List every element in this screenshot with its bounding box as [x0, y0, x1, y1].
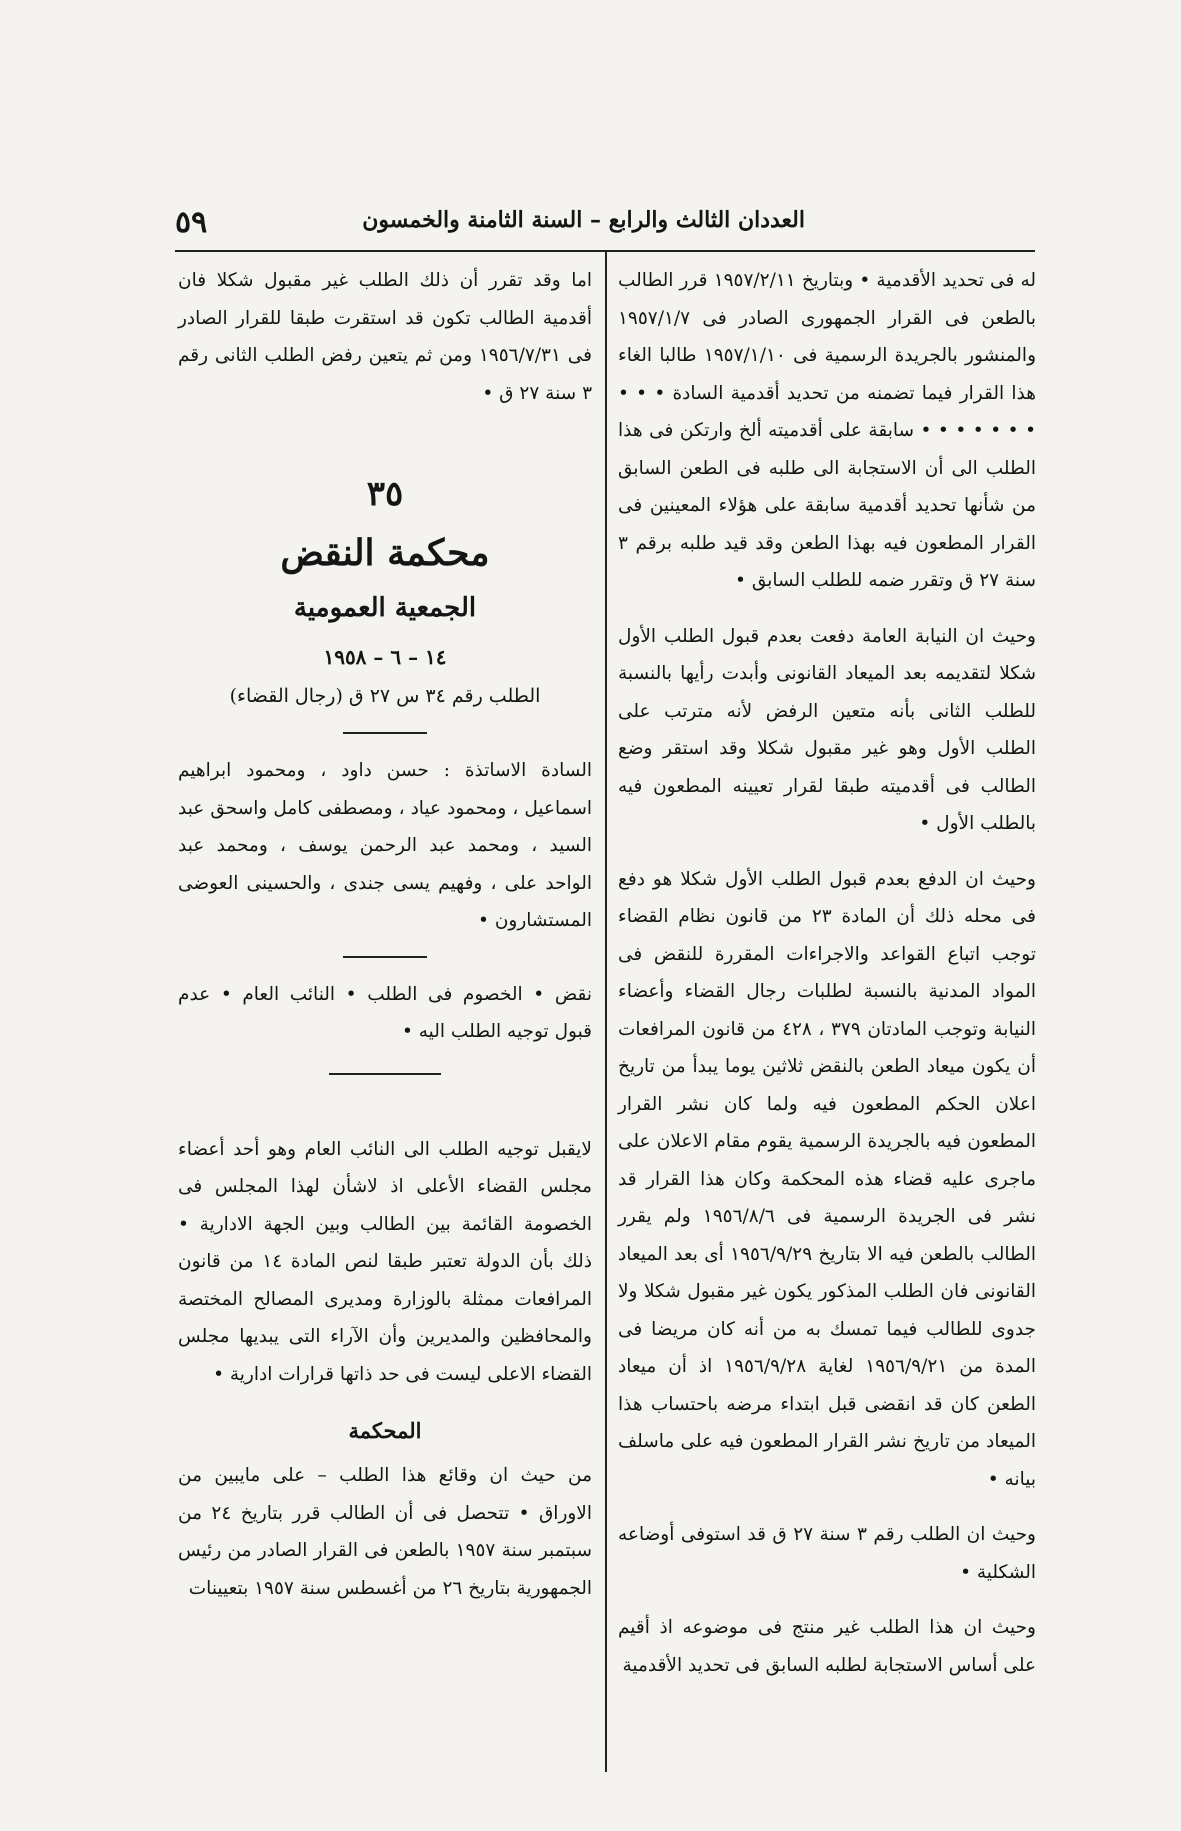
running-title: العددان الثالث والرابع – السنة الثامنة والخمسون [362, 207, 805, 233]
headnote-paragraph: نقض • الخصوم فى الطلب • النائب العام • عدم قبول توجيه الطلب اليه • [178, 983, 592, 1042]
request-number: الطلب رقم ٣٤ س ٢٧ ق (رجال القضاء) [229, 685, 541, 707]
paragraph: له فى تحديد الأقدمية • وبتاريخ ١٩٥٧/٢/١١ قرر الطالب بالطعن فى القرار الجمهورى الصادر فى ١٩٥٧/١/٧ والمنشور بالجريدة الرسمية فى ١٩٥٧/١/١٠ طالبا الغاء هذا القرار فيما تضمنه من تحديد أقدمية السادة • • • • • • • • • • سابقة على أقدميته ألخ وارتكن فى هذا الطلب الى أن الاستجابة الى طلبه فى الطعن السابق من شأنها تحديد أقدمية سابقة على هؤلاء المعينين فى القرار المطعون فيه بهذا الطعن وقد قيد طلبه برقم ٣ سنة ٢٧ ق وتقرر ضمه للطلب السابق • [618, 270, 1037, 591]
session-date: ١٤ – ٦ – ١٩٥٨ [323, 645, 447, 669]
court-name: محكمة النقض [280, 532, 490, 574]
paragraph: وحيث ان الدفع بعدم قبول الطلب الأول شكلا هو دفع فى محله ذلك أن المادة ٢٣ من قانون نظام القضاء توجب اتباع القواعد والاجراءات المقررة للنقض فى المواد المدنية بالنسبة لطلبات رجال القضاء وأعضاء النيابة وتوجب المادتان ٣٧٩ ، ٤٢٨ من قانون المرافعات أن يكون ميعاد الطعن بالنقض ثلاثين يوما يبدأ من تاريخ اعلان الحكم المطعون فيه ولما كان نشر القرار المطعون فيه بالجريدة الرسمية يقوم مقام الاعلان على ماجرى عليه قضاء هذه المحكمة وكان هذا القرار قد نشر فى الجريدة الرسمية فى ١٩٥٦/٨/٦ ولم يقرر الطالب بالطعن فيه الا بتاريخ ١٩٥٦/٩/٢٩ أى بعد الميعاد القانونى فان الطلب المذكور يكون غير مقبول شكلا ولا جدوى للطالب فيما تمسك به من أنه كان مريضا فى المدة من ١٩٥٦/٩/٢١ لغاية ١٩٥٦/٩/٢٨ اذ أن ميعاد الطعن كان قد انقضى قبل ابتداء مرضه باحتساب هذا الميعاد من تاريخ نشر القرار المطعون فيه على ماسلف بيانه • [618, 868, 1037, 1490]
paragraph: وحيث ان الطلب رقم ٣ سنة ٢٧ ق قد استوفى أوضاعه الشكلية • [618, 1524, 1036, 1583]
divider [343, 732, 427, 734]
right-column [618, 262, 1036, 1702]
section-title: المحكمة [348, 1418, 422, 1443]
divider [329, 1073, 441, 1075]
paragraph: وحيث ان النيابة العامة دفعت بعدم قبول الطلب الأول شكلا لتقديمه بعد الميعاد القانونى وأبدت رأيها بالنسبة للطلب الثانى بأنه متعين الرفض لأنه مترتب على الطلب الأول وهو غير مقبول شكلا وقد استقر وضع الطالب فى أقدميته طبقا لقرار تعيينه المطعون فيه بالطلب الأول • [618, 625, 1036, 834]
case-number: ٣٥ [366, 474, 404, 514]
assembly-name: الجمعية العمومية [293, 593, 477, 623]
facts-paragraph: من حيث ان وقائع هذا الطلب – على مايبين من الاوراق • تتحصل فى أن الطالب قرر بتاريخ ٢٤ من سبتمبر سنة ١٩٥٧ بالطعن فى القرار الصادر من رئيس الجمهورية بتاريخ ٢٦ من أغسطس سنة ١٩٥٧ بتعيينات [178, 1465, 592, 1599]
bench-paragraph: السادة الاساتذة : حسن داود ، ومحمود ابراهيم اسماعيل ، ومحمود عياد ، ومصطفى كامل واسحق عبد السيد ، ومحمد عبد الرحمن يوسف ، ومحمد عبد الواحد على ، وفهيم يسى جندى ، والحسينى العوضى المستشارون • [178, 760, 592, 931]
page-header [175, 205, 1035, 245]
principle-paragraph: لايقبل توجيه الطلب الى النائب العام وهو أحد أعضاء مجلس القضاء الأعلى اذ لاشأن لهذا المجلس فى الخصومة القائمة بين الطالب وبين الجهة الادارية • ذلك بأن الدولة تعتبر طبقا لنص المادة ١٤ من قانون المرافعات ممثلة بالوزارة ومديرى المصالح المختصة والمحافظين والمديرين وأن الآراء التى يبديها مجلس القضاء الاعلى ليست فى حد ذاتها قرارات ادارية • [178, 1138, 592, 1385]
divider [343, 956, 427, 958]
page-number: ٥٩ [175, 205, 208, 240]
left-column [178, 262, 592, 1607]
intro-paragraph: اما وقد تقرر أن ذلك الطلب غير مقبول شكلا فان أقدمية الطالب تكون قد استقرت طبقا للقرار الصادر فى ١٩٥٦/٧/٣١ ومن ثم يتعين رفض الطلب الثانى رقم ٣ سنة ٢٧ ق • [178, 270, 592, 404]
column-divider [605, 252, 607, 1772]
paragraph: وحيث ان هذا الطلب غير منتج فى موضوعه اذ أقيم على أساس الاستجابة لطلبه السابق فى تحديد الأقدمية [618, 1617, 1036, 1676]
